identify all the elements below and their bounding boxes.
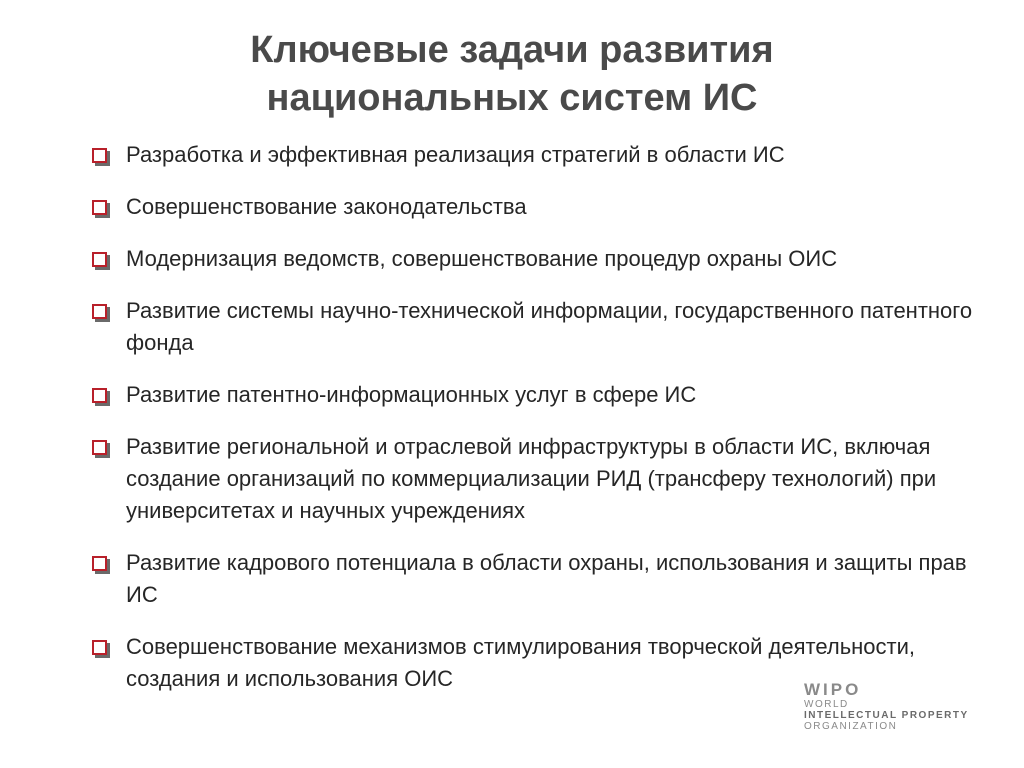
bullet-list: [88, 139, 998, 715]
wipo-logo-mark: WIPO: [804, 680, 862, 699]
square-checkbox-bullet-icon: [92, 556, 107, 571]
square-checkbox-bullet-icon: [92, 440, 107, 455]
bullet-item: [88, 191, 998, 223]
square-checkbox-bullet-icon: [92, 200, 107, 215]
bullet-item: [88, 379, 998, 411]
bullet-text: Совершенствование механизмов стимулирования творческой деятельности, создания и использования ОИС: [126, 634, 916, 691]
square-checkbox-bullet-icon: [92, 252, 107, 267]
square-checkbox-bullet-icon: [92, 640, 107, 655]
bullet-text: Модернизация ведомств, совершенствование процедур охраны ОИС: [126, 246, 838, 271]
square-checkbox-bullet-icon: [92, 388, 107, 403]
square-checkbox-bullet-icon: [92, 304, 107, 319]
bullet-text: Развитие региональной и отраслевой инфраструктуры в области ИС, включая создание организаций по коммерциализации РИД (трансферу технологий) при университетах и научных учреждениях: [126, 434, 937, 523]
bullet-item: [88, 431, 998, 527]
wipo-logo-line-ip: INTELLECTUAL PROPERTY: [804, 710, 969, 721]
title-line-1: Ключевые задачи развития: [250, 29, 774, 71]
bullet-item: [88, 295, 998, 359]
bullet-item: [88, 243, 998, 275]
title-line-2: национальных систем ИС: [266, 77, 758, 119]
bullet-text: Развитие патентно-информационных услуг в сфере ИС: [126, 382, 697, 407]
bullet-text: Развитие кадрового потенциала в области охраны, использования и защиты прав ИС: [126, 550, 967, 607]
bullet-item: [88, 547, 998, 611]
wipo-logo-line-org: ORGANIZATION: [804, 721, 898, 732]
slide-title: [0, 26, 1024, 122]
bullet-text: Развитие системы научно-технической информации, государственного патентного фонда: [126, 298, 973, 355]
square-checkbox-bullet-icon: [92, 148, 107, 163]
bullet-item: [88, 139, 998, 171]
wipo-logo: [804, 681, 1004, 741]
wipo-logo-line-world: WORLD: [804, 699, 849, 710]
bullet-text: Разработка и эффективная реализация стратегий в области ИС: [126, 142, 785, 167]
bullet-text: Совершенствование законодательства: [126, 194, 527, 219]
